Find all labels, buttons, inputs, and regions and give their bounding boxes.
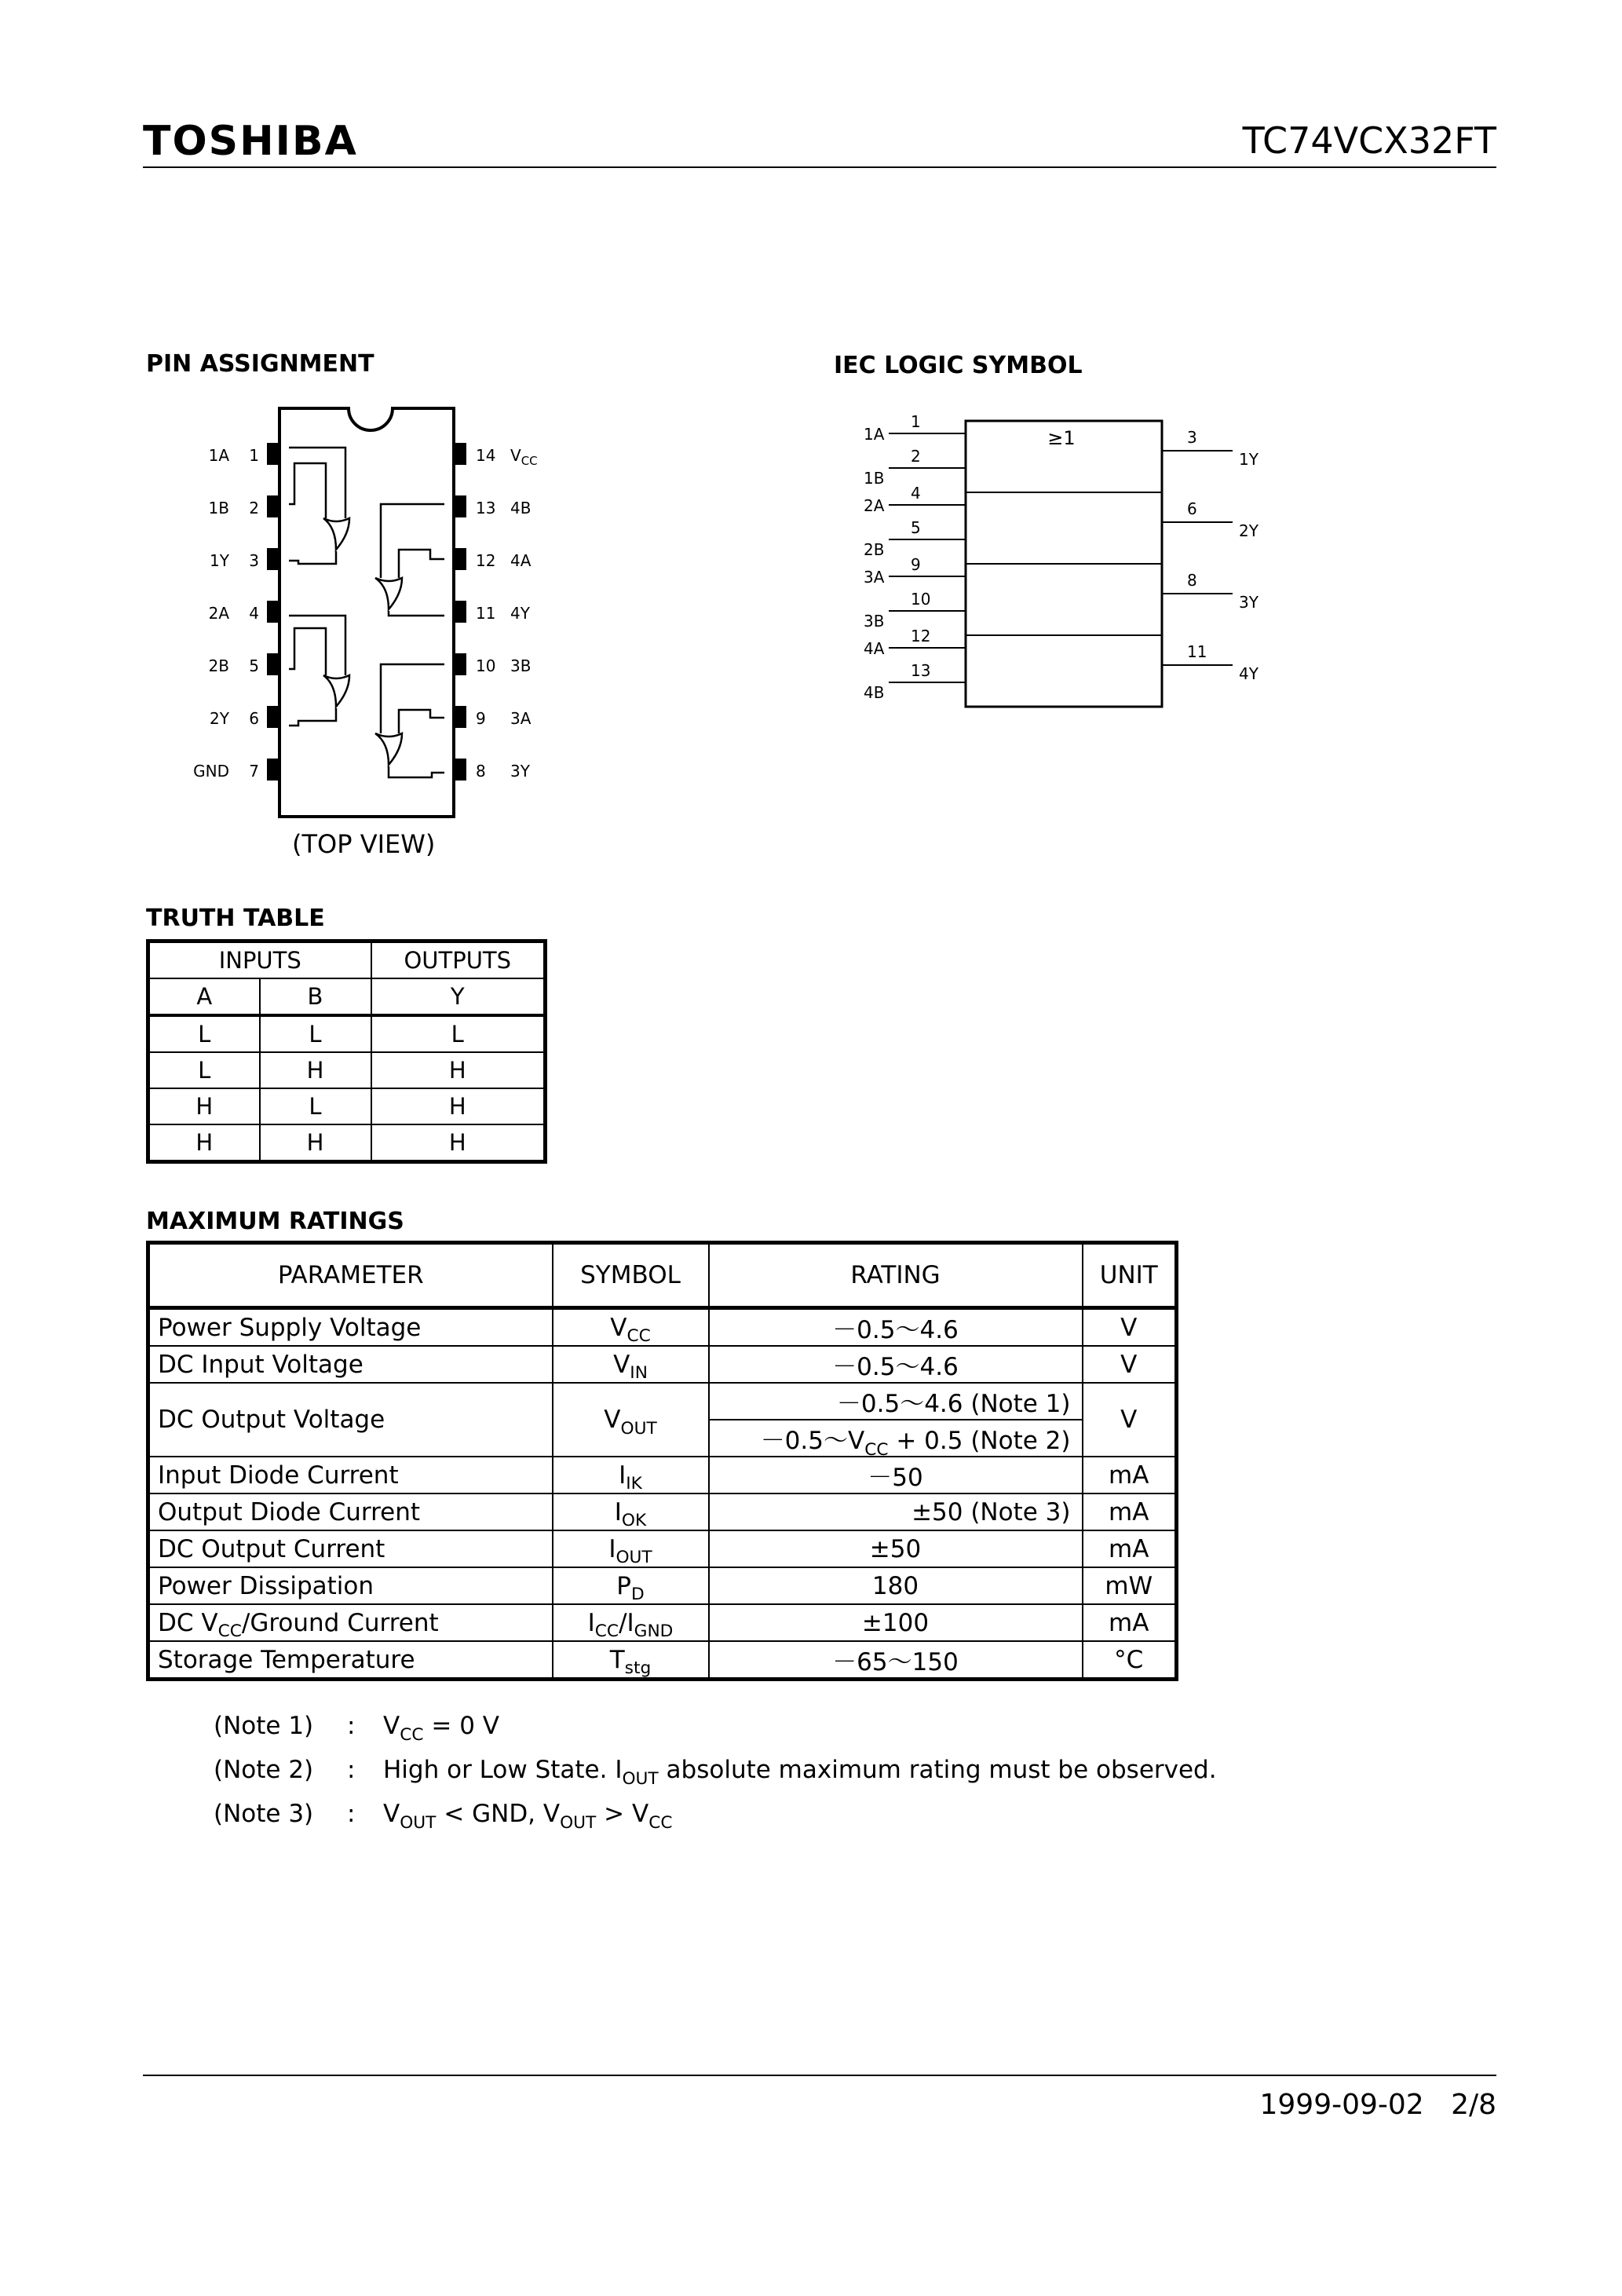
pin-name: 1A	[208, 446, 229, 465]
cell: H	[260, 1052, 371, 1088]
pin-number: 9	[476, 709, 486, 728]
symbol-cell: $T_{stg}$	[553, 1641, 709, 1680]
pin-1	[267, 443, 279, 465]
cell: L	[148, 1052, 260, 1088]
iec-input-label: 1B	[864, 469, 885, 488]
rating-row	[148, 1383, 1177, 1420]
truth-col-b: B	[260, 978, 371, 1015]
param-cell: DC $V_{CC}$/Ground Current	[148, 1604, 553, 1641]
left-pins	[193, 443, 279, 781]
footer-rule	[143, 2075, 1496, 2076]
pin-assignment-diagram	[188, 393, 597, 864]
max-ratings-table	[146, 1241, 1178, 1681]
param-cell: Power Dissipation	[148, 1567, 553, 1604]
pin-10	[454, 653, 466, 675]
iec-pin-number: 2	[911, 447, 921, 466]
symbol-cell: $V_{CC}$	[553, 1308, 709, 1347]
iec-gates	[864, 412, 1259, 702]
cell: H	[371, 1124, 546, 1162]
unit-cell: mA	[1083, 1530, 1177, 1567]
pin-number: 5	[249, 656, 259, 675]
iec-pin-number: 1	[911, 412, 921, 431]
param-cell: Power Supply Voltage	[148, 1308, 553, 1347]
cell: H	[371, 1088, 546, 1124]
rating-row	[148, 1308, 1177, 1347]
iec-input-label: 4B	[864, 683, 885, 702]
truth-col-y: Y	[371, 978, 546, 1015]
iec-pin-number: 12	[911, 627, 931, 645]
pin-number: 2	[249, 499, 259, 517]
hdr-parameter: PARAMETER	[148, 1243, 553, 1308]
symbol-cell: $I_{IK}$	[553, 1457, 709, 1493]
iec-input-label: 1A	[864, 425, 885, 444]
iec-pin-number: 4	[911, 484, 921, 503]
rating-cell: 180	[709, 1567, 1083, 1604]
pin-number: 10	[476, 656, 496, 675]
truth-header-inputs: INPUTS	[148, 941, 371, 979]
rating-row	[148, 1641, 1177, 1680]
pin-name: 3B	[510, 656, 532, 675]
rating-row	[148, 1567, 1177, 1604]
pin-5	[267, 653, 279, 675]
rating-cell: $-0.5\sim V_{CC} + 0.5$ (Note 2)	[709, 1420, 1083, 1457]
pin-name: 2B	[208, 656, 229, 675]
iec-input-label: 2A	[864, 496, 885, 515]
symbol-cell: $V_{OUT}$	[553, 1383, 709, 1457]
pin-11	[454, 601, 466, 623]
unit-cell: mA	[1083, 1493, 1177, 1530]
pin-name: 1B	[208, 499, 229, 517]
pin-number: 8	[476, 762, 486, 781]
cell: H	[260, 1124, 371, 1162]
cell: H	[148, 1088, 260, 1124]
truth-row	[148, 1124, 546, 1162]
symbol-cell: $I_{CC}/I_{GND}$	[553, 1604, 709, 1641]
max-ratings-title: MAXIMUM RATINGS	[146, 1208, 404, 1235]
unit-cell: V	[1083, 1383, 1177, 1457]
header-rule	[143, 166, 1496, 168]
pin-name: GND	[193, 762, 229, 781]
pin-14	[454, 443, 466, 465]
unit-cell: V	[1083, 1308, 1177, 1347]
rating-cell: －0.5～4.6	[709, 1346, 1083, 1383]
pin-name: 4Y	[510, 604, 530, 623]
package-outline	[279, 408, 454, 817]
pin-name: 1Y	[210, 551, 229, 570]
iec-output-label: 4Y	[1239, 664, 1259, 683]
pin-number: 6	[249, 709, 259, 728]
iec-function-label: ≥1	[1047, 427, 1076, 449]
rating-cell: －0.5～4.6	[709, 1308, 1083, 1347]
iec-pin-number: 6	[1187, 499, 1197, 518]
footer-date: 1999-09-02	[1259, 2089, 1424, 2121]
iec-pin-number: 8	[1187, 571, 1197, 590]
iec-pin-number: 13	[911, 661, 931, 680]
param-cell: DC Output Voltage	[148, 1383, 553, 1457]
rating-row	[148, 1530, 1177, 1567]
rating-cell: ±50 (Note 3)	[709, 1493, 1083, 1530]
truth-header-outputs: OUTPUTS	[371, 941, 546, 979]
pin-name: 2Y	[210, 709, 229, 728]
cell: L	[260, 1015, 371, 1052]
rating-row	[148, 1346, 1177, 1383]
rating-cell: －65～150	[709, 1641, 1083, 1680]
cell: H	[148, 1124, 260, 1162]
truth-col-a: A	[148, 978, 260, 1015]
truth-row	[148, 1052, 546, 1088]
unit-cell: mW	[1083, 1567, 1177, 1604]
param-cell: DC Input Voltage	[148, 1346, 553, 1383]
rating-cell: －50	[709, 1457, 1083, 1493]
pin-number: 4	[249, 604, 259, 623]
pin-number: 14	[476, 446, 496, 465]
unit-cell: V	[1083, 1346, 1177, 1383]
pin-name: 3Y	[510, 762, 530, 781]
pin-8	[454, 759, 466, 781]
iec-input-label: 2B	[864, 540, 885, 559]
truth-row	[148, 1088, 546, 1124]
brand-logo: TOSHIBA	[143, 118, 358, 165]
iec-logic-symbol	[848, 400, 1288, 730]
top-view-caption: (TOP VIEW)	[292, 829, 436, 859]
truth-table	[146, 939, 547, 1164]
pin-4	[267, 601, 279, 623]
cell: L	[260, 1088, 371, 1124]
pin-number: 13	[476, 499, 496, 517]
iec-output-label: 2Y	[1239, 521, 1259, 540]
iec-pin-number: 5	[911, 518, 921, 537]
param-cell: Input Diode Current	[148, 1457, 553, 1493]
model-number: TC74VCX32FT	[1242, 119, 1496, 162]
pin-name: 4B	[510, 499, 532, 517]
iec-pin-number: 3	[1187, 428, 1197, 447]
pin-number: 1	[249, 446, 259, 465]
note-1: (Note 1) : $V_{CC} = 0$ V	[214, 1712, 499, 1745]
pin-13	[454, 495, 466, 517]
unit-cell: °C	[1083, 1641, 1177, 1680]
pin-12	[454, 548, 466, 570]
note-3: (Note 3) : $V_{OUT}$ < GND, $V_{OUT} > V_{CC}$	[214, 1800, 673, 1833]
cell: L	[148, 1015, 260, 1052]
rating-cell: ±50	[709, 1530, 1083, 1567]
iec-pin-number: 10	[911, 590, 931, 609]
pin-number: 11	[476, 604, 496, 623]
param-cell: Output Diode Current	[148, 1493, 553, 1530]
pin-3	[267, 548, 279, 570]
cell: L	[371, 1015, 546, 1052]
hdr-rating: RATING	[709, 1243, 1083, 1308]
iec-symbol-title: IEC LOGIC SYMBOL	[834, 352, 1083, 379]
rating-row	[148, 1604, 1177, 1641]
rating-cell: －0.5～4.6 (Note 1)	[709, 1383, 1083, 1420]
pin-9	[454, 706, 466, 728]
pin-7	[267, 759, 279, 781]
unit-cell: mA	[1083, 1457, 1177, 1493]
iec-input-label: 3B	[864, 612, 885, 631]
pin-2	[267, 495, 279, 517]
rating-cell: ±100	[709, 1604, 1083, 1641]
pin-number: 12	[476, 551, 496, 570]
symbol-cell: $V_{IN}$	[553, 1346, 709, 1383]
pin-6	[267, 706, 279, 728]
rating-row	[148, 1493, 1177, 1530]
footer	[1260, 2089, 1497, 2121]
iec-input-label: 3A	[864, 568, 885, 587]
pin-name: 4A	[510, 551, 532, 570]
iec-output-label: 1Y	[1239, 450, 1259, 469]
symbol-cell: $I_{OUT}$	[553, 1530, 709, 1567]
iec-pin-number: 11	[1187, 642, 1207, 661]
pin-number: 7	[249, 762, 259, 781]
pin-name: 2A	[208, 604, 229, 623]
cell: H	[371, 1052, 546, 1088]
pin-name: 3A	[510, 709, 532, 728]
unit-cell: mA	[1083, 1604, 1177, 1641]
iec-input-label: 4A	[864, 639, 885, 658]
iec-output-label: 3Y	[1239, 593, 1259, 612]
pin-name: $V_{CC}$	[510, 446, 538, 468]
param-cell: DC Output Current	[148, 1530, 553, 1567]
note-2: (Note 2) : High or Low State. $I_{OUT}$ absolute maximum rating must be observed.	[214, 1756, 1217, 1789]
notes	[214, 1706, 1217, 1837]
symbol-cell: $P_D$	[553, 1567, 709, 1604]
hdr-symbol: SYMBOL	[553, 1243, 709, 1308]
rating-row	[148, 1457, 1177, 1493]
gate-wiring	[289, 448, 444, 777]
hdr-unit: UNIT	[1083, 1243, 1177, 1308]
truth-row	[148, 1015, 546, 1052]
footer-page: 2/8	[1451, 2089, 1496, 2121]
symbol-cell: $I_{OK}$	[553, 1493, 709, 1530]
right-pins	[454, 443, 538, 781]
param-cell: Storage Temperature	[148, 1641, 553, 1680]
iec-pin-number: 9	[911, 555, 921, 574]
pin-assignment-title: PIN ASSIGNMENT	[146, 350, 374, 378]
truth-table-title: TRUTH TABLE	[146, 905, 325, 932]
pin-number: 3	[249, 551, 259, 570]
